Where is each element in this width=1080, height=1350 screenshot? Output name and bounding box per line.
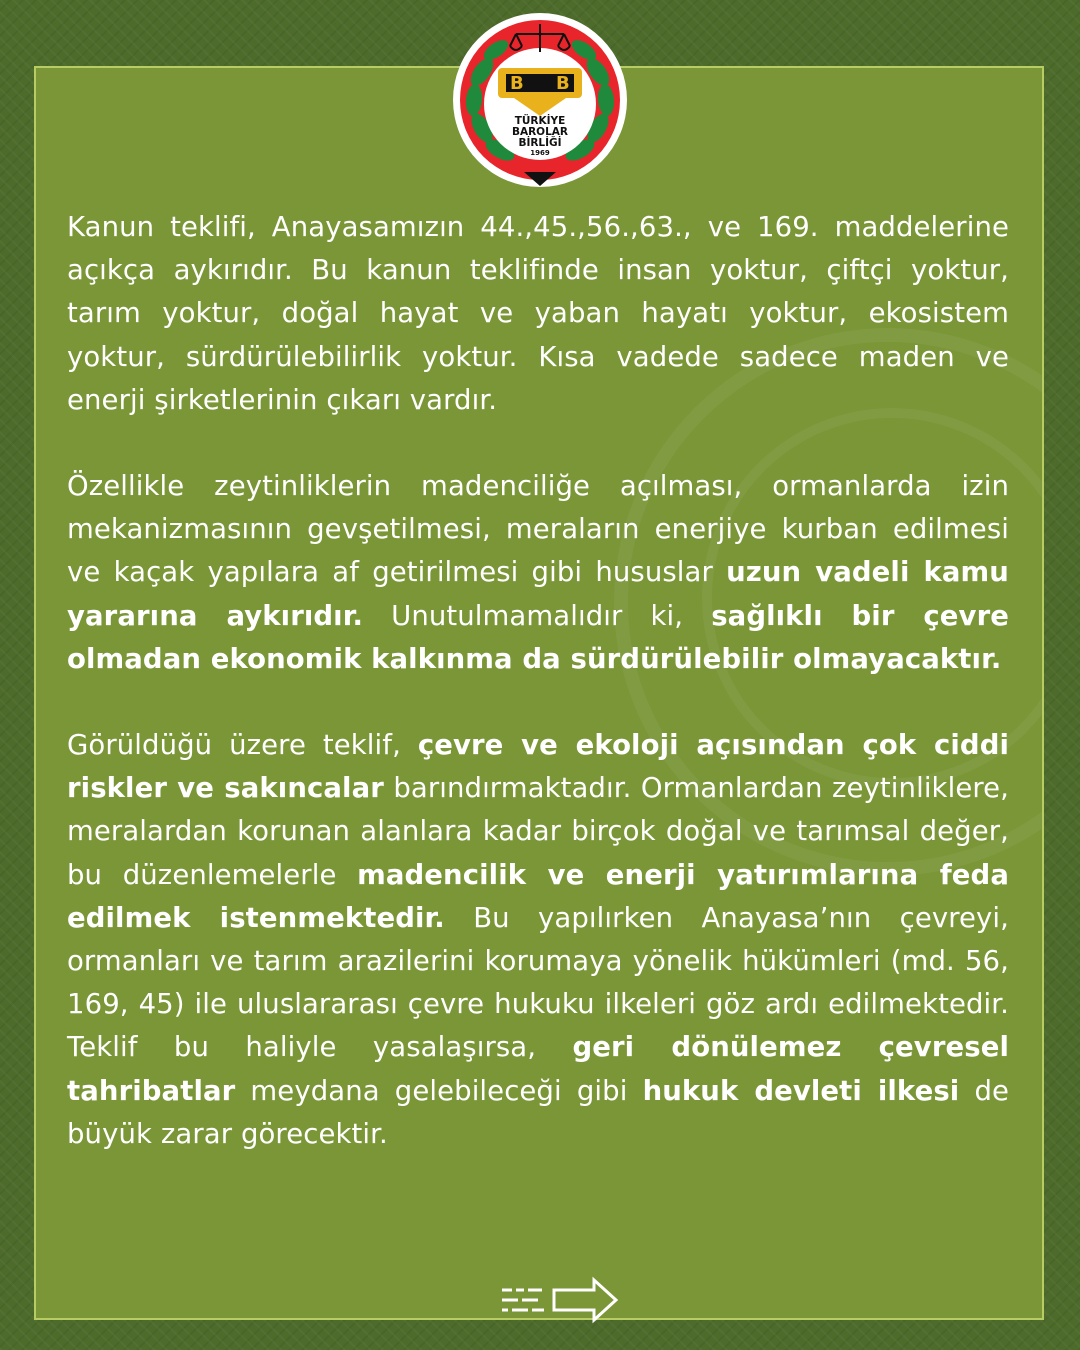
logo-text — [452, 116, 628, 158]
logo-initial-right: B — [556, 73, 570, 94]
statement-text — [67, 206, 1009, 1199]
body-text: Özellikle zeytinliklerin madenciliğe açılması, ormanlarda izin mekanizmasının gevşetilmesi, meraların enerjiye kurban edilmesi ve kaçak yapılara af getirilmesi gibi hususlar — [67, 470, 1009, 589]
arrow-right-icon — [498, 1276, 622, 1326]
next-arrow-button[interactable] — [498, 1276, 622, 1326]
paragraph-3 — [67, 724, 1009, 1156]
logo-line-1: TÜRKİYE — [514, 115, 566, 127]
logo-year: 1969 — [530, 149, 550, 157]
body-text: barındırmaktadır. Ormanlardan zeytinliklere, meralardan korunan alanlara kadar birçok doğal ve tarımsal değer, bu düzenlemelerle — [67, 772, 1010, 891]
emphasis-text: uzun vadeli kamu yararına aykırıdır. — [67, 556, 1009, 632]
body-text: Unutulmamalıdır ki, — [363, 599, 712, 632]
logo-line-2: BAROLAR — [511, 126, 569, 138]
body-text: meydana gelebileceği gibi — [235, 1074, 643, 1107]
emphasis-text: sağlıklı bir çevre olmadan ekonomik kalkınma da sürdürülebilir olmayacaktır. — [67, 599, 1009, 675]
emphasis-text: çevre ve ekoloji açısından çok ciddi riskler ve sakıncalar — [67, 729, 1010, 805]
tbb-logo — [452, 12, 628, 188]
emphasis-text: hukuk devleti ilkesi — [642, 1074, 960, 1107]
body-text: Kanun teklifi, Anayasamızın 44.,45.,56.,63., ve 169. maddelerine açıkça aykırıdır. Bu kanun teklifinde insan yoktur, çiftçi yoktur, tarım yoktur, doğal hayat ve yaban hayatı yoktur, ekosistem yoktur, sürdürülebilirlik yoktur. Kısa vadede sadece maden ve enerji şirketlerinin çıkarı vardır. — [67, 211, 1009, 416]
body-text: Görüldüğü üzere teklif, — [67, 729, 418, 762]
emphasis-text: madencilik ve enerji yatırımlarına feda edilmek istenmektedir. — [67, 858, 1009, 934]
logo-line-3: BİRLİĞİ — [518, 137, 562, 149]
logo-initial-left: B — [510, 73, 524, 94]
paragraph-1 — [67, 206, 1009, 422]
emphasis-text: geri dönülemez çevresel tahribatlar — [67, 1031, 1009, 1107]
paragraph-2 — [67, 465, 1009, 681]
body-text: Bu yapılırken Anayasa’nın çevreyi, ormanları ve tarım arazilerini korumaya yönelik hükümleri (md. 56, 169, 45) ile uluslararası çevre hukuku ilkeleri göz ardı edilmektedir. Teklif bu haliyle yasalaşırsa, — [67, 901, 1009, 1064]
body-text: de büyük zarar görecektir. — [67, 1074, 1010, 1150]
